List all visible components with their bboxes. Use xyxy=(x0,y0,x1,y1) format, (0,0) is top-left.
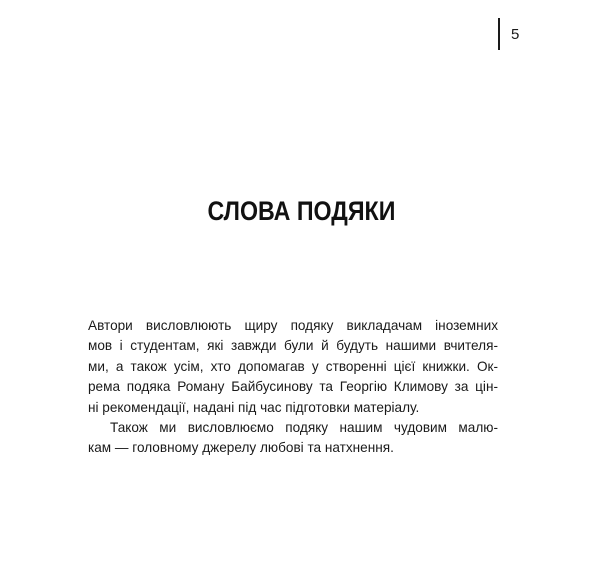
page-number: 5 xyxy=(511,26,520,43)
text-line: рема подяка Роману Байбусинову та Георгію Климову за цін- xyxy=(88,379,498,395)
text-line: ні рекомендації, надані під час підготовки матеріалу. xyxy=(88,399,420,415)
acknowledgements-text xyxy=(88,316,498,459)
text-line: ми, а також усім, хто допомагав у створенні цієї книжки. Ок- xyxy=(88,358,498,374)
text-line: Автори висловлюють щиру подяку викладачам іноземних xyxy=(88,318,498,333)
text-line: Також ми висловлюємо подяку нашим чудовим малю- xyxy=(110,419,498,435)
page-title: СЛОВА ПОДЯКИ xyxy=(207,196,396,226)
text-line: мов і студентам, які завжди були й будуть нашими вчителя- xyxy=(88,338,498,354)
text-line: кам — головному джерелу любові та натхнення. xyxy=(88,440,394,456)
header-divider xyxy=(498,18,500,50)
